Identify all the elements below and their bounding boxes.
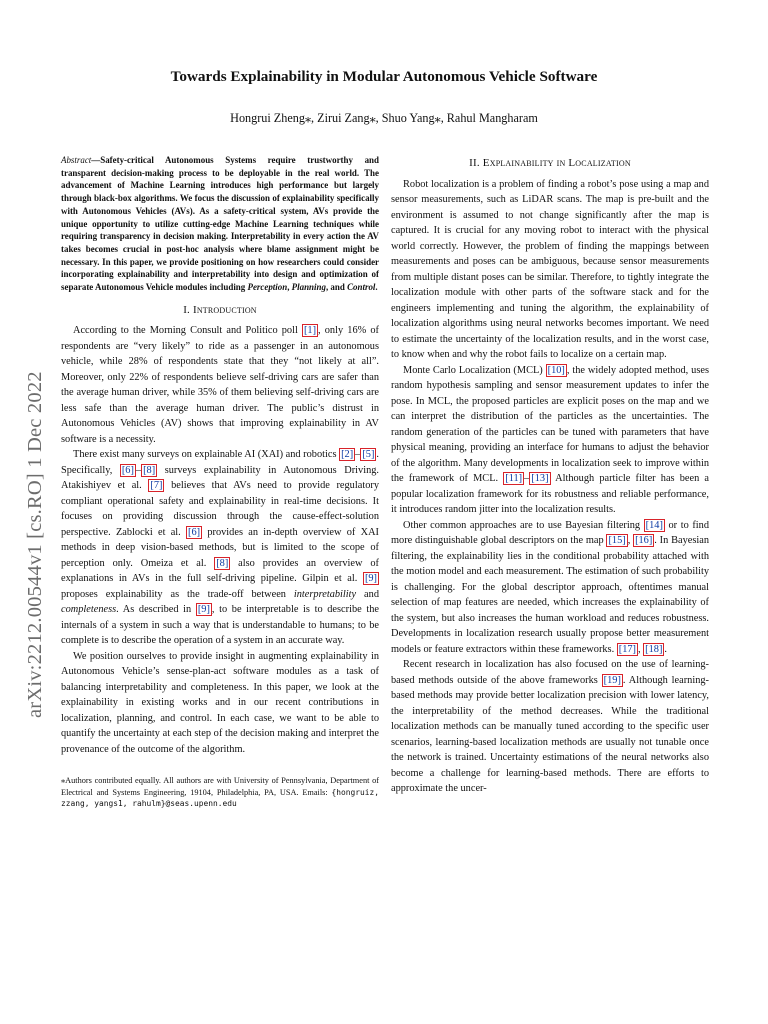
- abstract-keyword-planning: Planning: [291, 282, 326, 293]
- text-run: –: [524, 473, 530, 484]
- footnote-emails: {hongruiz, zzang, yangs1, rahulm}@seas.upenn.edu: [61, 787, 379, 809]
- citation-link[interactable]: [8]: [143, 464, 156, 476]
- citation-link[interactable]: [15]: [608, 535, 626, 546]
- emphasis-interpretability: interpretability: [293, 588, 357, 600]
- text-run: or to find more distinguishable global descriptors on the map: [391, 519, 709, 546]
- text-run: Monte Carlo Localization (MCL): [403, 364, 546, 376]
- citation-link[interactable]: [6]: [188, 526, 201, 538]
- text-run: According to the Morning Consult and Politico poll: [73, 325, 302, 337]
- footnote: [61, 775, 379, 810]
- text-run: ,: [638, 643, 644, 655]
- text-run: . Specifically,: [61, 449, 379, 476]
- text-run: Although particle filter has been a popular localization framework for its robustness and reliable performance, it introduces random jitter into the localization results.: [391, 473, 709, 515]
- localization-paragraph-4: [391, 657, 709, 797]
- abstract-text: Safety-critical Autonomous Systems require trustworthy and transparent decision-making process to be deployable in the real world. The advancement of Machine Learning introduces high performance but largely through black-box algorithms. We focus the discussion of explainability specifically with Autonomous Vehicles (AVs). As a safety-critical system, AVs provide the unique opportunity to utilize cutting-edge Machine Learning techniques while requiring transparency in decision making. Interpretability in every action the AV takes becomes crucial in post-hoc analysis where blame assignment might be necessary. In this paper, we provide positioning on how researchers could consider incorporating explainability and interpretability into design and optimization of separate Autonomous Vehicle modules including: [61, 155, 379, 293]
- text-run: , to be interpretable is to describe the internals of a system in such a way that is understandable to humans; to be complete is to describe the operation of a system in an accurate way.: [61, 604, 379, 647]
- citation-link[interactable]: [6]: [121, 464, 134, 476]
- localization-paragraph-3: [391, 518, 709, 658]
- citation-link[interactable]: [14]: [645, 519, 663, 531]
- abstract-end: .: [375, 282, 378, 293]
- citation-link[interactable]: [13]: [531, 473, 549, 484]
- citation-link[interactable]: [11]: [505, 473, 523, 484]
- abstract: [61, 154, 379, 294]
- localization-paragraph-2: [391, 363, 709, 518]
- text-run: surveys explainability in Autonomous Driving. Atakishiyev et al.: [61, 464, 380, 492]
- intro-paragraph-3: We position ourselves to provide insight in augmenting explainability in Autonomous Vehicle’s sense-plan-act software modules as a task of balancing interpretability and completeness. In this paper, we look at the explainability in existing works and in our recent contributions in localization, planning, and control. In each case, we want to be able to quantify the uncertainty at each step of the decision making and interpret the provenance of the outcome of the algorithm.: [61, 650, 379, 755]
- intro-paragraph-1: [61, 323, 379, 447]
- footnote-text: ⁎Authors contributed equally. All authors are with University of Pennsylvania, Department of Electrical and Systems Engineering, 19104, Philadelphia, PA, USA. Emails:: [61, 776, 379, 797]
- citation-link[interactable]: [9]: [364, 573, 377, 585]
- citation-link[interactable]: [16]: [635, 535, 653, 546]
- localization-paragraph-1: Robot localization is a problem of finding a robot’s pose using a map and sensor measurements, such as LiDAR scans. The map is pre-built and the environment is assumed to not change significantly after the map is captured. It is crucial for any moving robot to interact with the physical world correctly. However, the problem of finding the mappings between measurements and poses can be ambiguous, because sensor measurements from multiple distant poses can be similar. Therefore, to tightly integrate the localization module with other parts of the software stack and for the engineers implementing and tuning the algorithm, the explainability of localization algorithms using neural networks becomes important. We need to estimate the uncertainty of the localization results, and in the worst case, to know when and why the robot fails to localize on a certain map.: [391, 178, 709, 360]
- paper-title: Towards Explainability in Modular Autonomous Vehicle Software: [170, 68, 598, 85]
- arxiv-identifier: arXiv:2212.00544v1 [cs.RO] 1 Dec 2022: [24, 371, 46, 718]
- text-run: . In Bayesian filtering, the explainability lies in the conditional probability attached with the motion model and each measurement. The estimation of such probability is challenging. For the global descriptor approach, oftentimes manual selection of map features are needed, which increases the explainability of the system, but also increases the human workload and reduces robustness. Developments in localization research usually propose better measurement models or feature extractors within these frameworks.: [391, 535, 709, 655]
- text-run: –: [355, 449, 361, 461]
- text-run: , the widely adopted method, uses random hypothesis sampling and sensor measurement updates to infer the pose. In MCL, the proposed particles are explicit poses on the map and we can interpret the distribution of the particles as the uncertainties. The random generation of the particles can be tuned with parameters that have physical meaning, providing an interface for humans to adjust the behavior of the algorithm. Many developments in localization seek to improve within the framework of MCL.: [391, 364, 709, 484]
- text-run: . Although learning-based methods may provide better localization precision with lower latency, the interpretability of the method decreases. While the traditional localization methods can be manually tuned according to the specific user scenarios, learning-based localization methods are usually not tunable once the network is trained. Uncertainty estimations of the neural networks also become a challenge for learning-based methods. There are efforts to approximate the uncer-: [391, 674, 709, 794]
- citation-link[interactable]: [18]: [645, 643, 663, 655]
- abstract-dash: —: [91, 155, 101, 165]
- author-list: Hongrui Zheng⁎, Zirui Zang⁎, Shuo Yang⁎, Rahul Mangharam: [230, 111, 538, 125]
- right-column: [391, 154, 709, 797]
- text-run: also provides an overview of explanations in AVs in the full self-driving pipeline. Gilpin et al.: [61, 557, 379, 585]
- text-run: proposes explainability as the trade-off between: [61, 588, 294, 600]
- citation-link[interactable]: [9]: [197, 604, 210, 616]
- emphasis-completeness: completeness: [61, 604, 117, 616]
- text-run: –: [135, 464, 142, 476]
- section-heading-localization: II. Explainability in Localization: [469, 157, 631, 169]
- text-run: Recent research in localization has also focused on the use of learning-based methods outside of the above frameworks: [391, 659, 709, 686]
- citation-link[interactable]: [17]: [618, 643, 636, 655]
- citation-link[interactable]: [10]: [547, 364, 565, 376]
- text-run: Other common approaches are to use Bayesian filtering: [403, 519, 644, 531]
- abstract-sep: , and: [325, 282, 348, 293]
- text-run: believes that AVs need to provide regulatory compliant operational safety and explainability in real-time decisions. It focuses on providing discussion through the cause-effect-solution perspective. Zablocki et al.: [61, 480, 379, 538]
- text-run: and: [356, 588, 379, 600]
- text-run: ,: [627, 535, 634, 546]
- citation-link[interactable]: [5]: [362, 449, 375, 461]
- text-run: . As described in: [116, 604, 196, 616]
- text-run: provides an in-depth overview of XAI methods in deep vision-based methods, but is limited to the scope of perception only. Omeiza et al.: [61, 526, 379, 569]
- citation-link[interactable]: [19]: [603, 674, 621, 686]
- citation-link[interactable]: [2]: [341, 449, 354, 461]
- abstract-keyword-control: Control: [347, 282, 376, 293]
- citation-link[interactable]: [1]: [303, 325, 317, 337]
- left-column: [61, 154, 379, 810]
- text-run: There exist many surveys on explainable AI (XAI) and robotics: [73, 449, 340, 461]
- abstract-label: Abstract: [61, 155, 92, 165]
- section-heading-introduction: I. Introduction: [183, 303, 257, 316]
- text-run: , only 16% of respondents are “very likely” to ride as a passenger in an autonomous vehicle, while 28% of respondents state that they “not likely at all”. Moreover, only 22% of respondents believe self-driving cars are safer than the average human driver, while 35% of them believing self-driving cars are less safe than the average human driver. The public’s distrust in Autonomous Vehicles (AV) shows that improving explainability in AV software is a necessity.: [61, 325, 379, 445]
- intro-paragraph-2: [61, 447, 379, 649]
- abstract-keyword-perception: Perception: [247, 282, 288, 293]
- text-run: .: [664, 643, 667, 655]
- abstract-sep: ,: [287, 282, 292, 293]
- citation-link[interactable]: [7]: [150, 480, 163, 492]
- citation-link[interactable]: [8]: [216, 557, 229, 569]
